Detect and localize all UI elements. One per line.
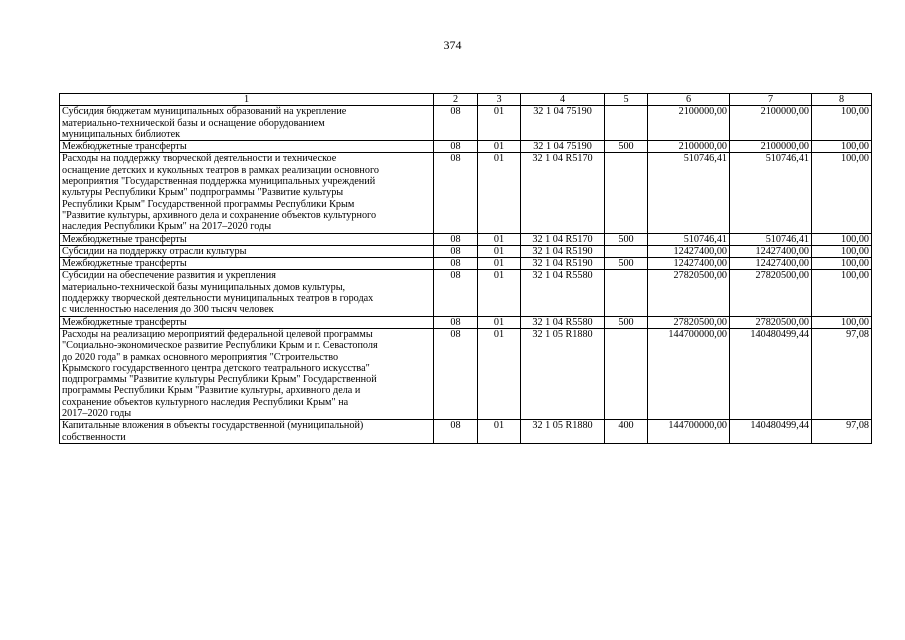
section-code: 08 bbox=[434, 316, 478, 328]
target-article-code: 32 1 04 75190 bbox=[521, 106, 605, 141]
description-line: Межбюджетные трансферты bbox=[62, 141, 187, 153]
description-line: 2017–2020 годы bbox=[62, 408, 132, 420]
planned-amount: 12427400,00 bbox=[648, 258, 730, 270]
table-row bbox=[60, 245, 872, 257]
table-row bbox=[60, 328, 872, 419]
description-line: подпрограммы "Развитие культуры Республики Крым" Государственной bbox=[62, 374, 377, 386]
header-cell: 3 bbox=[478, 94, 521, 106]
target-article-code: 32 1 04 R5190 bbox=[521, 258, 605, 270]
execution-percent: 100,00 bbox=[812, 106, 872, 141]
description-line: Субсидия бюджетам муниципальных образований на укрепление bbox=[62, 106, 347, 118]
target-article-code: 32 1 04 75190 bbox=[521, 141, 605, 153]
row-description bbox=[60, 233, 434, 245]
description-line: Межбюджетные трансферты bbox=[62, 258, 187, 270]
expense-type-code bbox=[605, 153, 648, 233]
header-cell: 7 bbox=[730, 94, 812, 106]
subsection-code: 01 bbox=[478, 153, 521, 233]
subsection-code: 01 bbox=[478, 245, 521, 257]
execution-percent: 100,00 bbox=[812, 316, 872, 328]
target-article-code: 32 1 05 R1880 bbox=[521, 328, 605, 419]
target-article-code: 32 1 04 R5170 bbox=[521, 233, 605, 245]
subsection-code: 01 bbox=[478, 141, 521, 153]
executed-amount: 140480499,44 bbox=[730, 328, 812, 419]
header-cell: 1 bbox=[60, 94, 434, 106]
description-line: культуры Республики Крым" подпрограммы "Развитие культуры bbox=[62, 187, 344, 199]
expense-type-code: 400 bbox=[605, 420, 648, 444]
execution-percent: 100,00 bbox=[812, 141, 872, 153]
executed-amount: 27820500,00 bbox=[730, 316, 812, 328]
section-code: 08 bbox=[434, 245, 478, 257]
section-code: 08 bbox=[434, 141, 478, 153]
row-description bbox=[60, 106, 434, 141]
description-line: Межбюджетные трансферты bbox=[62, 233, 187, 245]
description-line: Расходы на реализацию мероприятий федеральной целевой программы bbox=[62, 328, 373, 340]
expense-type-code: 500 bbox=[605, 233, 648, 245]
expense-type-code bbox=[605, 270, 648, 316]
expense-type-code bbox=[605, 106, 648, 141]
expense-type-code bbox=[605, 245, 648, 257]
execution-percent: 100,00 bbox=[812, 258, 872, 270]
header-cell: 6 bbox=[648, 94, 730, 106]
description-line: оснащение детских и кукольных театров в рамках реализации основного bbox=[62, 164, 379, 176]
description-line: Расходы на поддержку творческой деятельности и техническое bbox=[62, 153, 337, 165]
section-code: 08 bbox=[434, 270, 478, 316]
description-line: "Развитие культуры, архивного дела и сохранение объектов культурного bbox=[62, 209, 377, 221]
execution-percent: 100,00 bbox=[812, 153, 872, 233]
expense-type-code: 500 bbox=[605, 316, 648, 328]
description-line: материально-технической базы муниципальных домов культуры, bbox=[62, 281, 346, 293]
executed-amount: 510746,41 bbox=[730, 233, 812, 245]
row-description bbox=[60, 328, 434, 419]
row-description bbox=[60, 270, 434, 316]
description-line: "Социально-экономическое развитие Республики Крым и г. Севастополя bbox=[62, 340, 378, 352]
header-cell: 8 bbox=[812, 94, 872, 106]
target-article-code: 32 1 04 R5580 bbox=[521, 270, 605, 316]
subsection-code: 01 bbox=[478, 270, 521, 316]
section-code: 08 bbox=[434, 233, 478, 245]
description-line: наследия Республики Крым" на 2017–2020 годы bbox=[62, 221, 272, 233]
planned-amount: 510746,41 bbox=[648, 153, 730, 233]
planned-amount: 510746,41 bbox=[648, 233, 730, 245]
section-code: 08 bbox=[434, 153, 478, 233]
target-article-code: 32 1 05 R1880 bbox=[521, 420, 605, 444]
planned-amount: 2100000,00 bbox=[648, 141, 730, 153]
header-cell: 2 bbox=[434, 94, 478, 106]
expense-type-code bbox=[605, 328, 648, 419]
description-line: Субсидии на поддержку отрасли культуры bbox=[62, 245, 247, 257]
table-row bbox=[60, 258, 872, 270]
description-line: Субсидии на обеспечение развития и укрепления bbox=[62, 270, 276, 282]
header-row bbox=[60, 94, 872, 106]
section-code: 08 bbox=[434, 328, 478, 419]
page-number: 374 bbox=[443, 38, 462, 52]
executed-amount: 140480499,44 bbox=[730, 420, 812, 444]
description-line: Республики Крым" Государственной программы Республики Крым bbox=[62, 198, 355, 210]
table-row bbox=[60, 141, 872, 153]
execution-percent: 100,00 bbox=[812, 233, 872, 245]
section-code: 08 bbox=[434, 258, 478, 270]
target-article-code: 32 1 04 R5170 bbox=[521, 153, 605, 233]
executed-amount: 2100000,00 bbox=[730, 141, 812, 153]
expense-type-code: 500 bbox=[605, 141, 648, 153]
description-line: мероприятия "Государственная поддержка муниципальных учреждений bbox=[62, 176, 376, 188]
subsection-code: 01 bbox=[478, 106, 521, 141]
executed-amount: 12427400,00 bbox=[730, 245, 812, 257]
subsection-code: 01 bbox=[478, 328, 521, 419]
table-row bbox=[60, 106, 872, 141]
executed-amount: 12427400,00 bbox=[730, 258, 812, 270]
section-code: 08 bbox=[434, 420, 478, 444]
row-description bbox=[60, 141, 434, 153]
description-line: поддержку творческой деятельности муниципальных театров в городах bbox=[62, 293, 374, 305]
planned-amount: 144700000,00 bbox=[648, 328, 730, 419]
subsection-code: 01 bbox=[478, 233, 521, 245]
description-line: с численностью населения до 300 тысяч человек bbox=[62, 304, 274, 316]
execution-percent: 100,00 bbox=[812, 270, 872, 316]
description-line: сохранение объектов культурного наследия Республики Крым" на bbox=[62, 396, 349, 408]
planned-amount: 27820500,00 bbox=[648, 270, 730, 316]
description-line: материально-технической базы и оснащение оборудованием bbox=[62, 117, 325, 129]
planned-amount: 2100000,00 bbox=[648, 106, 730, 141]
budget-table bbox=[59, 93, 872, 444]
section-code: 08 bbox=[434, 106, 478, 141]
target-article-code: 32 1 04 R5190 bbox=[521, 245, 605, 257]
description-line: Межбюджетные трансферты bbox=[62, 316, 187, 328]
row-description bbox=[60, 420, 434, 444]
table-row bbox=[60, 153, 872, 233]
description-line: муниципальных библиотек bbox=[62, 128, 181, 140]
table-row bbox=[60, 270, 872, 316]
execution-percent: 97,08 bbox=[812, 328, 872, 419]
planned-amount: 27820500,00 bbox=[648, 316, 730, 328]
header-cell: 5 bbox=[605, 94, 648, 106]
description-line: Капитальные вложения в объекты государственной (муниципальной) bbox=[62, 420, 364, 432]
row-description bbox=[60, 245, 434, 257]
planned-amount: 12427400,00 bbox=[648, 245, 730, 257]
subsection-code: 01 bbox=[478, 316, 521, 328]
executed-amount: 510746,41 bbox=[730, 153, 812, 233]
table-row bbox=[60, 316, 872, 328]
subsection-code: 01 bbox=[478, 420, 521, 444]
executed-amount: 2100000,00 bbox=[730, 106, 812, 141]
description-line: программы Республики Крым "Развитие культуры, архивного дела и bbox=[62, 385, 361, 397]
description-line: собственности bbox=[62, 431, 126, 443]
subsection-code: 01 bbox=[478, 258, 521, 270]
header-cell: 4 bbox=[521, 94, 605, 106]
execution-percent: 100,00 bbox=[812, 245, 872, 257]
table-row bbox=[60, 420, 872, 444]
target-article-code: 32 1 04 R5580 bbox=[521, 316, 605, 328]
row-description bbox=[60, 316, 434, 328]
expense-type-code: 500 bbox=[605, 258, 648, 270]
executed-amount: 27820500,00 bbox=[730, 270, 812, 316]
description-line: Крымского государственного центра детского театрального искусства" bbox=[62, 362, 370, 374]
table-row bbox=[60, 233, 872, 245]
row-description bbox=[60, 153, 434, 233]
description-line: до 2020 года" в рамках основного мероприятия "Строительство bbox=[62, 351, 339, 363]
planned-amount: 144700000,00 bbox=[648, 420, 730, 444]
execution-percent: 97,08 bbox=[812, 420, 872, 444]
row-description bbox=[60, 258, 434, 270]
